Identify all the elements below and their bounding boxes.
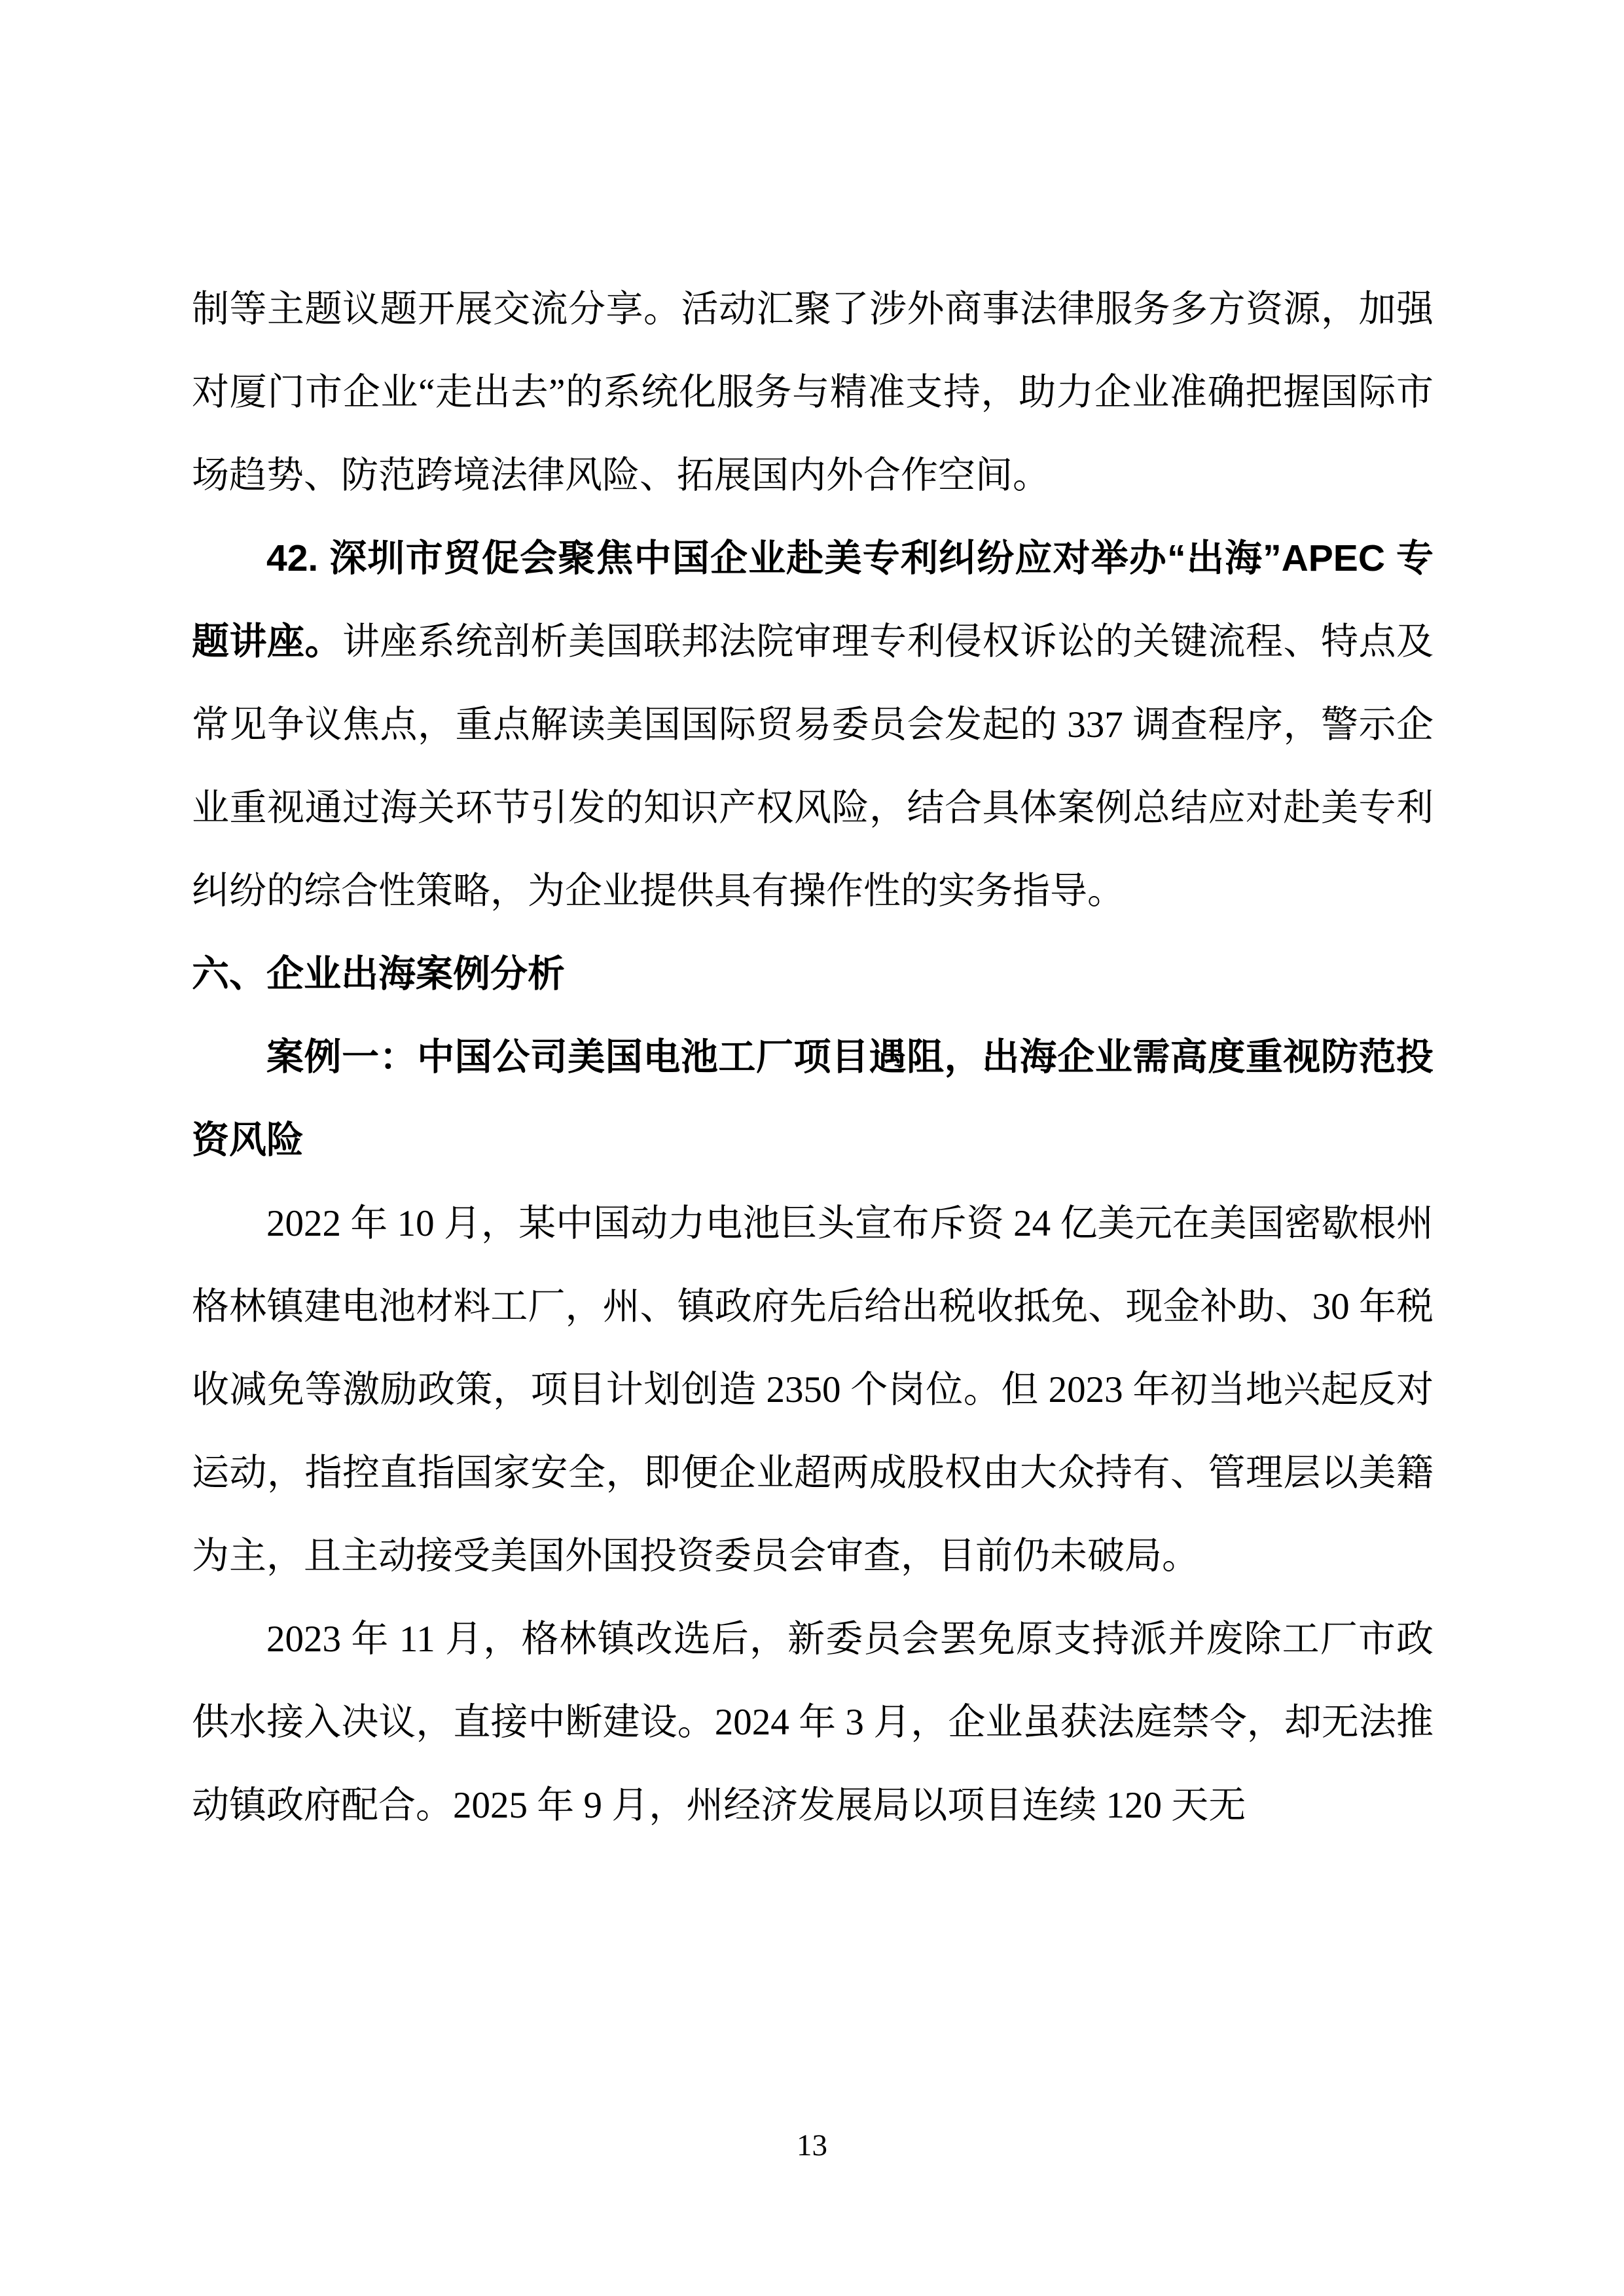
- case-title: 案例一：中国公司美国电池工厂项目遇阻，出海企业需高度重视防范投资风险: [192, 1036, 1434, 1161]
- case-paragraph-2: 2023 年 11 月，格林镇改选后，新委员会罢免原支持派并废除工厂市政供水接入决议，直接中断建设。2024 年 3 月，企业虽获法庭禁令，却无法推动镇政府配合。2025 年 9 月，州经济发展局以项目连续 120 天无: [192, 1619, 1434, 1826]
- page-content: [192, 268, 1434, 1847]
- paragraph-continuation: 制等主题议题开展交流分享。活动汇聚了涉外商事法律服务多方资源，加强对厦门市企业“走出去”的系统化服务与精准支持，助力企业准确把握国际市场趋势、防范跨境法律风险、拓展国内外合作空间。: [192, 289, 1434, 496]
- case-paragraph-1: 2022 年 10 月，某中国动力电池巨头宣布斥资 24 亿美元在美国密歇根州格林镇建电池材料工厂，州、镇政府先后给出税收抵免、现金补助、30 年税收减免等激励政策，项目计划创造 2350 个岗位。但 2023 年初当地兴起反对运动，指控直指国家安全，即便企业超两成股权由大众持有、管理层以美籍为主，且主动接受美国外国投资委员会审查，目前仍未破局。: [192, 1203, 1434, 1577]
- paragraph-item-42: [192, 517, 1434, 933]
- section-heading: 六、企业出海案例分析: [192, 953, 565, 995]
- item-42-text: 讲座系统剖析美国联邦法院审理专利侵权诉讼的关键流程、特点及常见争议焦点，重点解读美国国际贸易委员会发起的 337 调查程序，警示企业重视通过海关环节引发的知识产权风险，结合具体案例总结应对赴美专利纠纷的综合性策略，为企业提供具有操作性的实务指导。: [192, 621, 1434, 912]
- item-42-title: 42. 深圳市贸促会聚焦中国企业赴美专利纠纷应对举办“出海”APEC 专题讲座。: [192, 537, 1434, 662]
- page-number: 13: [797, 2128, 827, 2162]
